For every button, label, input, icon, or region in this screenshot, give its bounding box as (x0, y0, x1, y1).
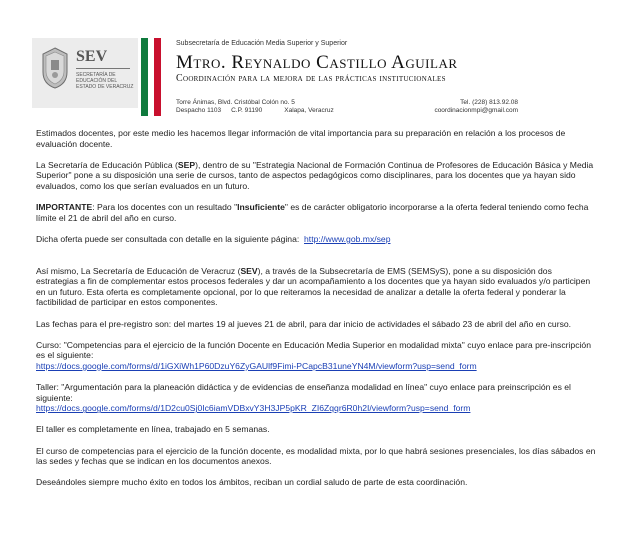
course-text: Curso: "Competencias para el ejercicio de la función Docente en Educación Media Superior en modalidad mixta" cuyo enlace para pre-inscripción es el siguiente: (36, 339, 591, 361)
sep-website-link[interactable]: http://www.gob.mx/sep (304, 233, 391, 244)
sender-name: Mtro. Reynaldo Castillo Aguilar (176, 52, 458, 73)
letterhead (32, 34, 518, 122)
phone-number: Tel. (228) 813.92.08 (460, 99, 518, 106)
sev-logo-subtitle: SECRETARÍA DE EDUCACIÓN DEL ESTADO DE VERACRUZ (76, 72, 134, 90)
insuficiente-label: Insuficiente (237, 202, 285, 213)
important-text-1: : Para los docentes con un resultado " (92, 202, 238, 213)
sep-acronym: SEP (177, 159, 196, 170)
subsecretaria-label: Subsecretaría de Educación Media Superior y Superior (176, 40, 348, 47)
greeting-paragraph: Estimados docentes, por este medio les hacemos llegar información de vital importancia para su preparación en relación a los procesos de evaluación docente. (36, 128, 566, 149)
state-seal-icon (40, 46, 70, 90)
workshop-online-paragraph: El taller es completamente en línea, trabajado en 5 semanas. (36, 424, 270, 435)
sev-paragraph (36, 266, 596, 308)
workshop-paragraph (36, 382, 596, 414)
address-office: Despacho 1103 (176, 107, 222, 114)
important-label: IMPORTANTE (36, 202, 93, 213)
flag-stripes (141, 38, 161, 116)
offer-paragraph (36, 234, 596, 245)
offer-text: Dicha oferta puede ser consultada con detalle en la siguiente página: (36, 233, 300, 244)
address-cp: C.P. 91190 (231, 107, 263, 114)
sev-text-start: Así mismo, La Secretaría de Educación de Veracruz ( (36, 265, 241, 276)
mixed-mode-paragraph: El curso de competencias para el ejercicio de la función docente, es modalidad mixta, por lo que habrá sesiones presenciales, los días sábados en las sedes y fechas que se indican en los documentos anexos. (36, 445, 596, 467)
address-line-1: Torre Ánimas, Blvd. Cristóbal Colón no. 5 (176, 99, 295, 106)
coordination-name: Coordinación para la mejora de las prácticas institucionales (176, 73, 446, 84)
dates-paragraph: Las fechas para el pre-registro son: del martes 19 al jueves 21 de abril, para dar inicio de actividades el sábado 23 de abril del año en curso. (36, 318, 572, 329)
important-paragraph (36, 202, 596, 223)
contact-email: coordinacionmpi@gmail.com (434, 107, 518, 114)
sev-logo-text: SEV (76, 48, 108, 65)
institution-logo-block (32, 38, 138, 108)
sev-text-end: ), a través de la Subsecretaría de EMS (SEMSyS), pone a su disposición dos estrategias a fin de complementar estos procesos federales y dar un acompañamiento a los docentes que ya hayan sido evaluados y/o participen en un futuro. Esta oferta es completamente opcional, por lo que reiteramos la necesidad de analizar a detalle la oferta federal y ponderar la factibilidad de participar en estos componentes. (36, 265, 591, 308)
flag-stripe-red (154, 38, 161, 116)
sep-text-end: ), dentro de su "Estrategia Nacional de Formación Continua de Profesores de Educación Básica y Media Superior" pone a su disposición una serie de cursos, tanto de aspectos pedagógicos como disciplinares, para los docentes que ya hayan sido evaluados, como los que serían evaluados en un futuro. (36, 159, 594, 191)
letter-body (36, 128, 596, 499)
workshop-text: Taller: "Argumentación para la planeación didáctica y de evidencias de enseñanza modalidad en línea" cuyo enlace para preinscripción es el siguiente: (36, 382, 571, 403)
closing-paragraph: Deseándoles siempre mucho éxito en todos los ámbitos, reciban un cordial saludo de parte de esta coordinación. (36, 477, 468, 488)
course-paragraph (36, 340, 596, 372)
address-city: Xalapa, Veracruz (284, 107, 334, 114)
sep-text-start: La Secretaría de Educación Pública ( (36, 159, 178, 170)
sev-logo (74, 46, 134, 102)
address-line-2 (176, 107, 334, 114)
course-registration-link[interactable]: https://docs.google.com/forms/d/1iGXiWh1P60DzuY6ZyGAUlf9Fimi-PCapcB31uneYN4M/viewform?usp=send_form (36, 360, 477, 371)
flag-stripe-green (141, 38, 148, 116)
sev-acronym: SEV (240, 265, 258, 276)
important-text-2: " es de carácter obligatorio incorporarse a la oferta federal teniendo como fecha límite el 21 de abril del año en curso. (36, 202, 589, 223)
sev-logo-divider (76, 68, 130, 69)
sep-paragraph (36, 160, 596, 192)
workshop-registration-link[interactable]: https://docs.google.com/forms/d/1D2cu0Sj0Ic6iamVDBxvY3H3JP5pKR_ZI6Zqqr6R0h2I/viewform?usp=send_form (36, 403, 471, 414)
